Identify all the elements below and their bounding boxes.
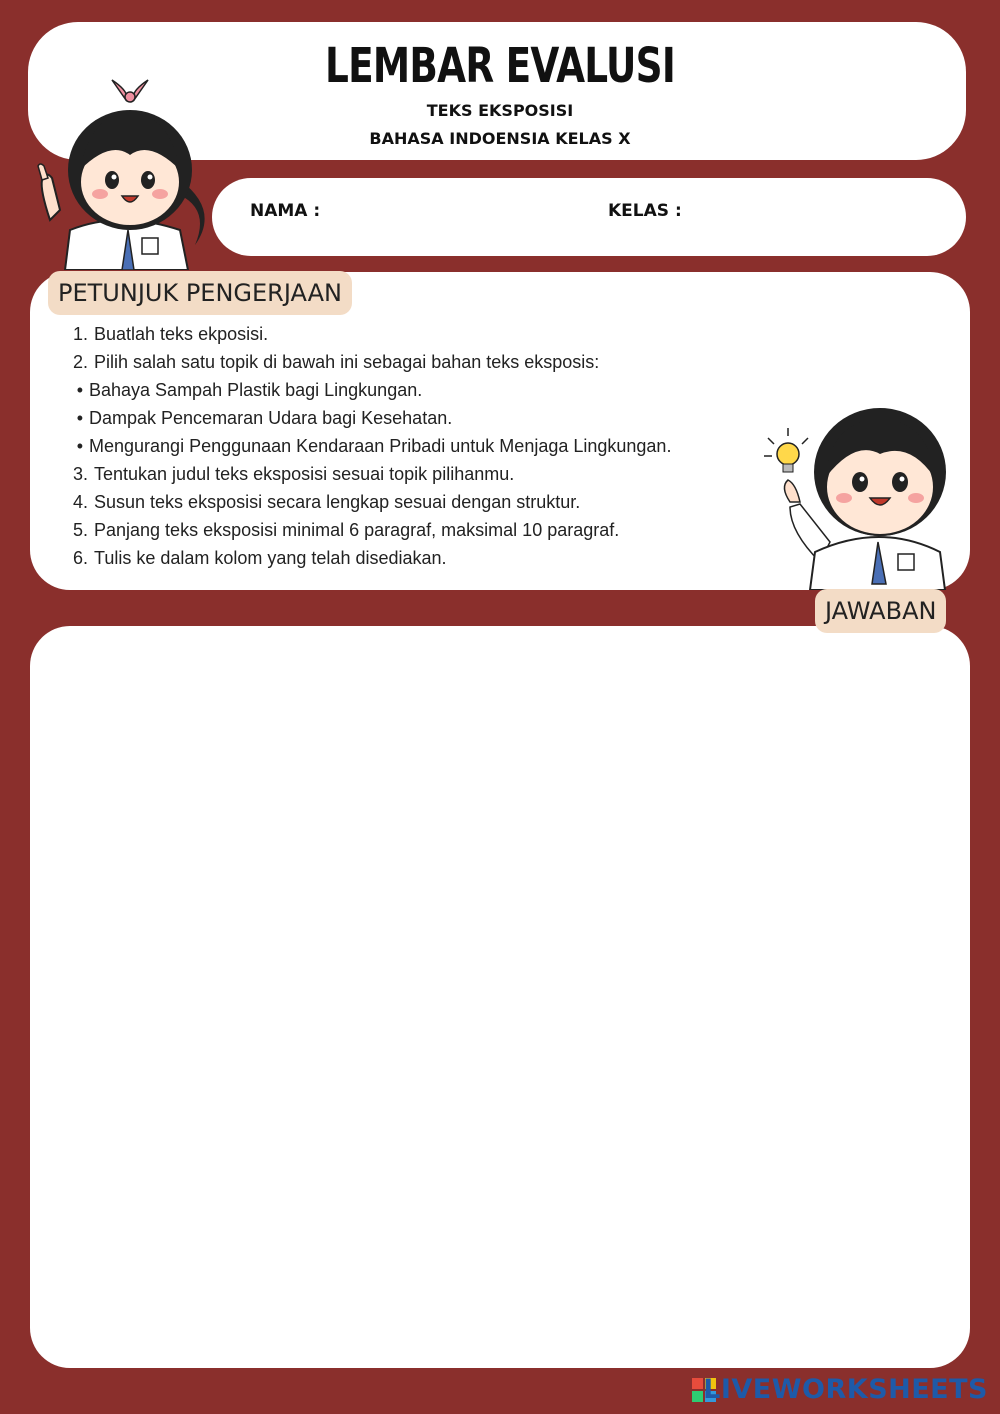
list-item xyxy=(60,548,447,569)
list-item-text: Tentukan judul teks eksposisi sesuai topik pilihanmu. xyxy=(94,464,515,484)
list-marker: 6. xyxy=(72,548,88,568)
list-item xyxy=(60,520,619,541)
list-item-text: Buatlah teks ekposisi. xyxy=(94,324,269,344)
list-marker: • xyxy=(76,436,83,456)
list-marker: 1. xyxy=(72,324,88,344)
subtitle-topic: TEKS EKSPOSISI xyxy=(426,101,574,120)
instructions-heading: PETUNJUK PENGERJAAN xyxy=(48,271,352,315)
list-item-text: Dampak Pencemaran Udara bagi Kesehatan. xyxy=(89,408,453,428)
list-marker: • xyxy=(76,380,83,400)
answer-heading: JAWABAN xyxy=(815,589,946,633)
lightbulb-icon xyxy=(764,428,808,472)
boy-student-icon xyxy=(760,392,960,590)
list-item-text: Tulis ke dalam kolom yang telah disediakan. xyxy=(94,548,447,568)
list-marker: 2. xyxy=(72,352,88,372)
list-item xyxy=(55,408,452,429)
list-item xyxy=(60,464,514,485)
list-item-text: Susun teks eksposisi secara lengkap sesuai dengan struktur. xyxy=(94,492,581,512)
list-marker: 3. xyxy=(72,464,88,484)
list-marker: • xyxy=(76,408,83,428)
list-item xyxy=(55,380,422,401)
subtitle-class: BAHASA INDOENSIA KELAS X xyxy=(369,129,631,148)
nama-field-label: NAMA : xyxy=(250,201,321,221)
watermark-text: LIVEWORKSHEETS xyxy=(703,1374,988,1405)
list-item xyxy=(60,324,268,345)
list-marker: 4. xyxy=(72,492,88,512)
kelas-field-label: KELAS : xyxy=(608,201,682,221)
list-item-text: Bahaya Sampah Plastik bagi Lingkungan. xyxy=(89,380,423,400)
girl-student-icon xyxy=(30,70,210,270)
list-item xyxy=(60,492,580,513)
answer-area[interactable] xyxy=(30,626,970,1368)
list-item-text: Panjang teks eksposisi minimal 6 paragraf, maksimal 10 paragraf. xyxy=(94,520,620,540)
list-item xyxy=(55,436,671,457)
list-item xyxy=(60,352,599,373)
list-item-text: Mengurangi Penggunaan Kendaraan Pribadi untuk Menjaga Lingkungan. xyxy=(89,436,672,456)
list-marker: 5. xyxy=(72,520,88,540)
list-item-text: Pilih salah satu topik di bawah ini sebagai bahan teks eksposis: xyxy=(94,352,600,372)
name-card xyxy=(212,178,966,256)
page-title: LEMBAR EVALUSI xyxy=(325,38,675,94)
